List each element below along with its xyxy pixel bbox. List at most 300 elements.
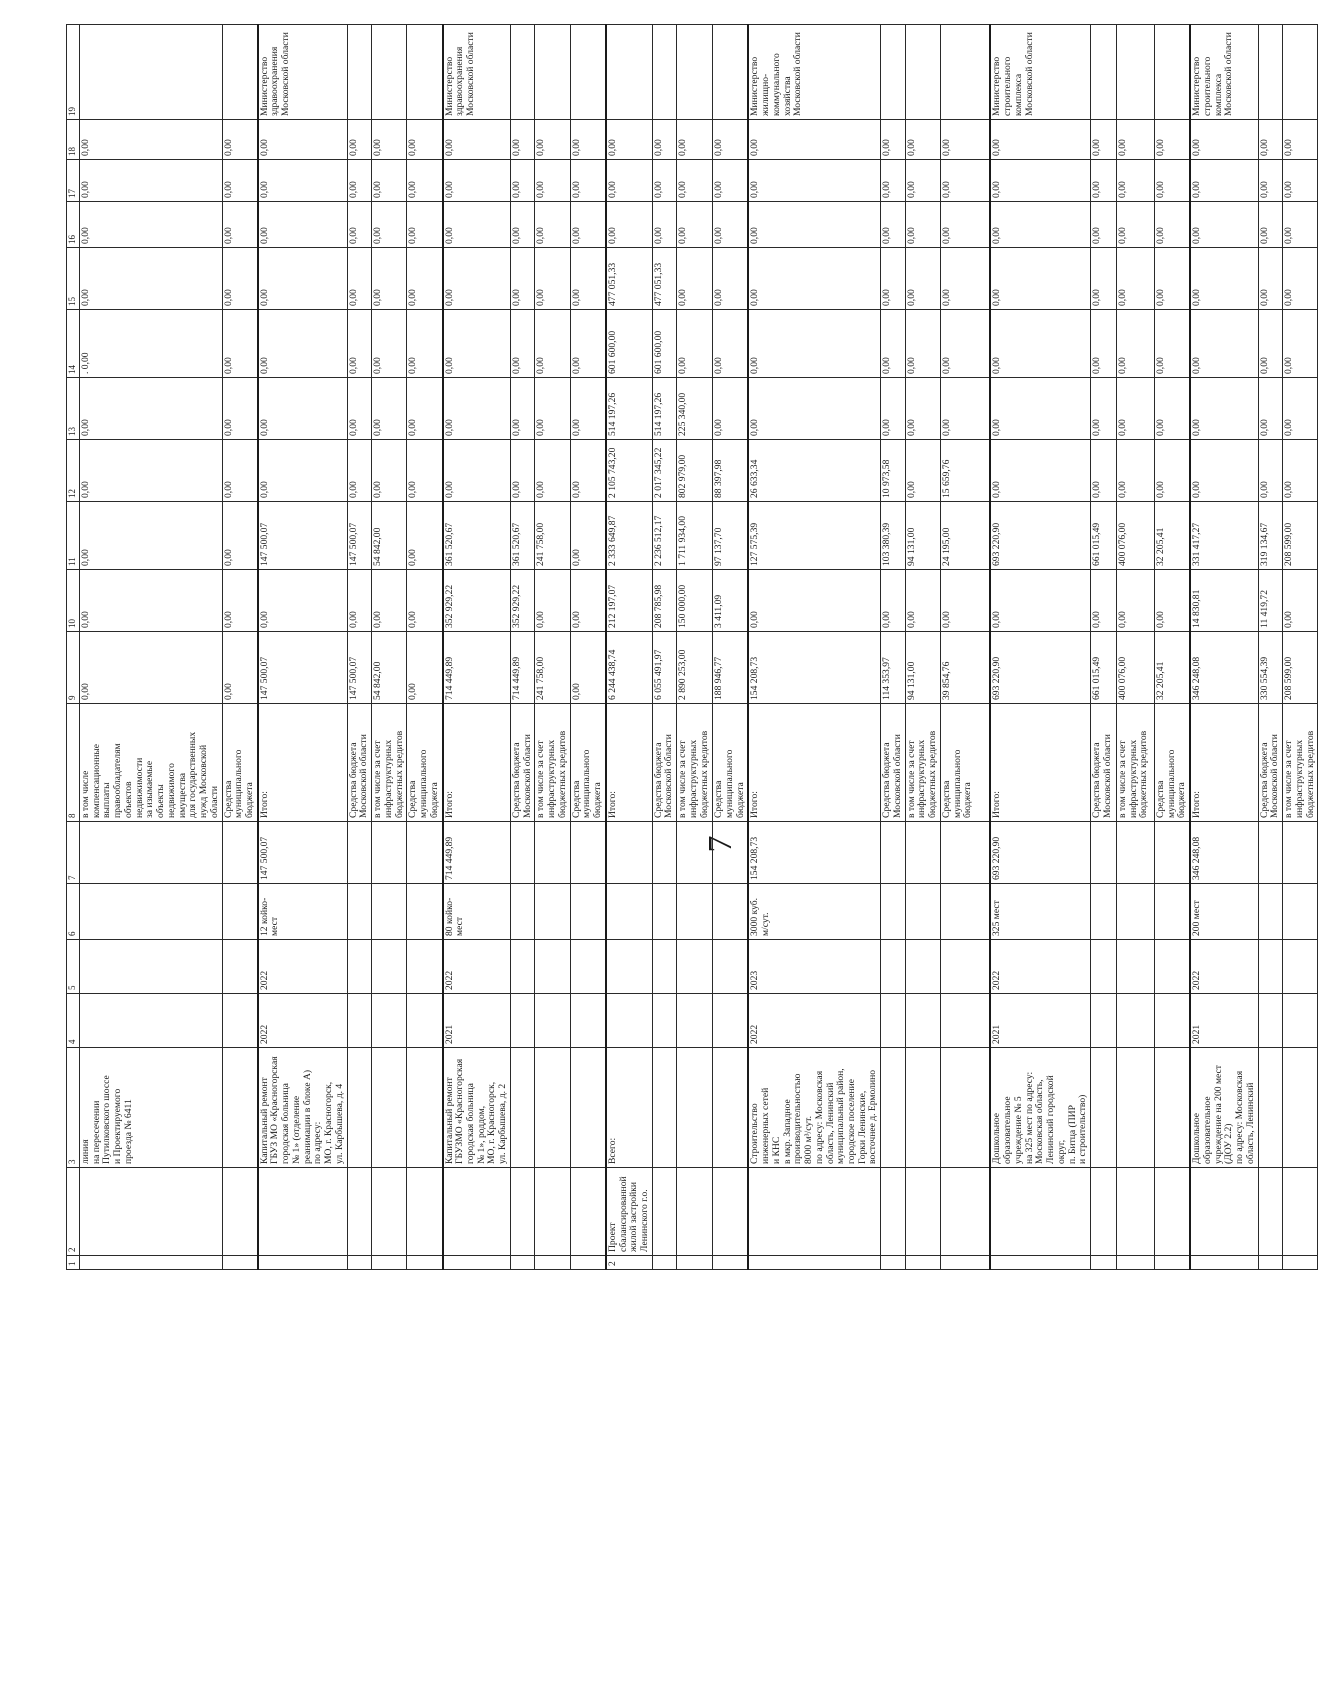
cell-col-18: 0,00 [347,120,371,160]
cell-col-16: 0,00 [570,202,606,248]
cell-col-10: 0,00 [940,570,990,632]
cell-text-line: по адресу: [311,1121,323,1164]
cell-col-2 [905,1168,940,1256]
cell-col-17: 0,00 [1116,160,1154,202]
cell-text-line: в том числе за счет [371,740,383,818]
cell-text-line: восточнее д. Ермолино [866,1069,878,1164]
cell-col-6 [510,884,534,940]
cell-col-3 [1090,1048,1116,1168]
cell-col-16: 0,00 [1258,202,1282,248]
cell-col-5 [510,940,534,994]
column-number-17: 17 [66,160,79,202]
cell-col-5 [222,940,258,994]
cell-text-line: муниципального [951,749,963,818]
cell-text-line: область, Ленинский [824,1082,836,1164]
cell-text-line: в том числе за счет [1282,740,1294,818]
table-row [510,25,534,1270]
cell-col-10: 0,00 [1116,570,1154,632]
cell-col-9: 661 015,49 [1090,632,1116,704]
cell-col-13: 0,00 [712,378,748,440]
cell-col-4 [406,994,442,1048]
cell-text-line: инфраструктурных [545,739,557,818]
cell-col-17: 0,00 [676,160,712,202]
cell-col-11: 0,00 [570,502,606,570]
cell-col-8 [1116,704,1154,822]
cell-col-4 [79,994,222,1048]
cell-col-14: 0,00 [748,310,880,378]
cell-col-2 [510,1168,534,1256]
cell-text-line: Министерство [258,56,270,116]
cell-col-3 [1154,1048,1190,1168]
cell-text-line: муниципальный район, [834,1068,846,1164]
cell-text-line: муниципального [723,749,735,818]
cell-col-11: 2 236 512,17 [652,502,676,570]
cell-text-line: жилищно- [759,73,771,116]
cell-col-14: 601 600,00 [605,310,651,378]
cell-col-8 [534,704,569,822]
cell-col-10: 0,00 [748,570,880,632]
cell-col-14: . 0,00 [79,310,222,378]
cell-col-10: 0,00 [79,570,222,632]
cell-col-15: 0,00 [79,248,222,310]
cell-text-line: ул. Карбышева, д. 4 [333,1083,345,1164]
cell-text-line: имущества [176,773,188,818]
cell-col-10: 150 000,00 [676,570,712,632]
cell-text-line: проезда № 6411 [122,1099,134,1164]
cell-col-7 [712,822,748,884]
cell-col-15: 0,00 [1190,248,1258,310]
cell-col-8 [1090,704,1116,822]
cell-col-4 [1282,994,1317,1048]
cell-col-1 [222,1256,258,1270]
cell-col-9: 714 449,89 [510,632,534,704]
cell-col-12: 0,00 [905,440,940,502]
cell-col-16: 0,00 [1190,202,1258,248]
cell-col-5 [371,940,406,994]
cell-col-15: 0,00 [1154,248,1190,310]
cell-col-8 [570,704,606,822]
cell-text-line: Путилковского шоссе [100,1075,112,1164]
cell-col-17: 0,00 [990,160,1090,202]
cell-col-3 [442,1048,510,1168]
cell-col-13: 0,00 [222,378,258,440]
cell-col-18: 0,00 [990,120,1090,160]
cell-col-1 [1190,1256,1258,1270]
cell-col-16: 0,00 [1282,202,1317,248]
cell-col-7 [1258,822,1282,884]
cell-col-10: 352 929,22 [442,570,510,632]
cell-text-line: правообладателям [111,743,123,818]
cell-col-6 [905,884,940,940]
cell-col-1 [748,1256,880,1270]
column-number-19: 19 [66,25,79,120]
cell-col-8: Итого: [442,704,510,822]
cell-col-13: 0,00 [510,378,534,440]
cell-text-line: МО, г. Красногорск, [485,1081,497,1164]
cell-col-5 [1154,940,1190,994]
cell-col-19 [1258,25,1282,120]
cell-col-15: 0,00 [1258,248,1282,310]
cell-col-13: 0,00 [1116,378,1154,440]
cell-col-15: 0,00 [371,248,406,310]
cell-col-7 [1282,822,1317,884]
cell-col-7 [1090,822,1116,884]
cell-col-10: 0,00 [1090,570,1116,632]
cell-text-line: м/сут. [759,912,771,936]
cell-col-16: 0,00 [347,202,371,248]
cell-text-line: недвижимости [133,757,145,818]
column-number-9: 9 [66,632,79,704]
cell-col-18: 0,00 [748,120,880,160]
cell-col-5 [712,940,748,994]
cell-col-9: 346 248,08 [1190,632,1258,704]
cell-col-15: 0,00 [534,248,569,310]
cell-text-line: Московской области [521,734,533,818]
cell-col-9: 400 076,00 [1116,632,1154,704]
cell-text-line: и строительство) [1076,1094,1088,1164]
cell-col-13: 0,00 [79,378,222,440]
cell-col-3 [940,1048,990,1168]
cell-col-11: 147 500,07 [347,502,371,570]
cell-col-4 [1090,994,1116,1048]
cell-col-3 [905,1048,940,1168]
cell-col-18: 0,00 [1116,120,1154,160]
cell-col-11: 0,00 [222,502,258,570]
cell-col-13: 0,00 [1190,378,1258,440]
cell-col-14: 0,00 [534,310,569,378]
cell-col-2 [1154,1168,1190,1256]
cell-col-12: 0,00 [534,440,569,502]
cell-col-3 [652,1048,676,1168]
cell-col-17: 0,00 [534,160,569,202]
cell-text-line: мест [268,916,280,936]
table-row [534,25,569,1270]
cell-text-line: Средства бюджета [652,742,664,818]
column-number-1: 1 [66,1256,79,1270]
cell-col-19 [406,25,442,120]
cell-text-line: муниципального [580,749,592,818]
cell-col-18: 0,00 [570,120,606,160]
cell-col-12: 2 017 345,22 [652,440,676,502]
cell-col-7: 154 208,73 [748,822,880,884]
cell-col-14: 0,00 [1154,310,1190,378]
cell-col-7 [1116,822,1154,884]
cell-col-10: 0,00 [1282,570,1317,632]
cell-col-11: 147 500,07 [257,502,346,570]
cell-text-line: Средства [222,780,234,818]
cell-col-5: 2022 [1190,940,1258,994]
cell-text-line: Горки Ленинские, [856,1090,868,1164]
cell-text-line: Московской области [791,32,803,116]
cell-col-1 [905,1256,940,1270]
cell-col-7 [510,822,534,884]
cell-col-6 [1258,884,1282,940]
cell-col-10: 0,00 [570,570,606,632]
cell-col-2 [1190,1168,1258,1256]
cell-col-3 [257,1048,346,1168]
cell-col-15: 477 051,33 [652,248,676,310]
cell-col-2 [990,1168,1090,1256]
cell-text-line: Московской области [891,734,903,818]
cell-col-16: 0,00 [905,202,940,248]
cell-text-line: Московской области [1023,32,1035,116]
cell-col-12: 0,00 [1282,440,1317,502]
cell-text-line: бюджетных кредитов [556,730,568,818]
table-row [257,25,346,1270]
cell-col-9: 114 353,97 [880,632,904,704]
cell-col-14: 0,00 [1090,310,1116,378]
cell-text-line: в том числе за счет [1116,740,1128,818]
cell-col-3 [880,1048,904,1168]
cell-col-18: 0,00 [534,120,569,160]
cell-col-11: 400 076,00 [1116,502,1154,570]
cell-col-6 [257,884,346,940]
cell-col-17: 0,00 [371,160,406,202]
cell-col-6 [1090,884,1116,940]
cell-col-19 [1090,25,1116,120]
cell-col-3 [534,1048,569,1168]
cell-col-5 [347,940,371,994]
cell-col-10: 14 830,81 [1190,570,1258,632]
cell-col-6 [79,884,222,940]
cell-col-10: 0,00 [347,570,371,632]
cell-text-line: № 1» (отделение [290,1095,302,1164]
cell-text-line: в мкр. Западное [781,1099,793,1164]
financing-table [66,24,1318,1270]
cell-col-8 [1154,704,1190,822]
cell-col-16: 0,00 [79,202,222,248]
cell-col-4 [940,994,990,1048]
cell-col-15: 0,00 [712,248,748,310]
cell-col-18: 0,00 [406,120,442,160]
cell-col-4: 2022 [257,994,346,1048]
cell-col-13: 0,00 [940,378,990,440]
cell-text-line: 3000 куб. [748,897,760,936]
cell-col-13: 0,00 [570,378,606,440]
cell-col-16: 0,00 [1154,202,1190,248]
cell-col-16: 0,00 [652,202,676,248]
cell-col-17: 0,00 [905,160,940,202]
cell-text-line: Московская область, [1033,1079,1045,1164]
cell-col-18: 0,00 [222,120,258,160]
column-number-6: 6 [66,884,79,940]
cell-col-5 [1090,940,1116,994]
cell-text-line: МО, г. Красногорск, [322,1081,334,1164]
cell-col-8 [406,704,442,822]
cell-col-4: 2022 [748,994,880,1048]
cell-col-14: 0,00 [712,310,748,378]
column-number-8: 8 [66,704,79,822]
cell-col-16: 0,00 [510,202,534,248]
cell-col-4: 2021 [1190,994,1258,1048]
cell-col-6: 325 мест [990,884,1090,940]
cell-text-line: городское поселение [845,1078,857,1164]
cell-text-line: (ДОУ 2.2) [1222,1123,1234,1164]
cell-col-16: 0,00 [676,202,712,248]
cell-text-line: Средства [712,780,724,818]
cell-col-9: 6 055 491,97 [652,632,676,704]
cell-text-line: выплаты [100,782,112,818]
cell-text-line: образовательное [1001,1096,1013,1164]
cell-col-19 [905,25,940,120]
cell-col-14: 0,00 [1282,310,1317,378]
cell-col-2 [1258,1168,1282,1256]
cell-col-7 [605,822,651,884]
cell-text-line: по адресу: Московская [813,1070,825,1164]
cell-text-line: объекты [154,784,166,818]
cell-col-5 [570,940,606,994]
table-row [79,25,222,1270]
cell-col-17: 0,00 [510,160,534,202]
cell-col-9: 54 842,00 [371,632,406,704]
cell-col-4 [676,994,712,1048]
cell-col-8 [1258,704,1282,822]
cell-col-10: 0,00 [371,570,406,632]
cell-col-6 [712,884,748,940]
cell-col-13: 0,00 [1090,378,1116,440]
cell-col-6 [652,884,676,940]
cell-text-line: ул. Карбышева, д. 2 [496,1083,508,1164]
page-number: 7 [702,835,739,853]
cell-col-3 [712,1048,748,1168]
cell-text-line: на 325 мест по адресу: [1023,1071,1035,1164]
cell-col-14: 0,00 [510,310,534,378]
cell-col-13: 0,00 [371,378,406,440]
cell-col-19 [712,25,748,120]
cell-col-18: 0,00 [1282,120,1317,160]
cell-col-11: 208 599,00 [1282,502,1317,570]
cell-col-16: 0,00 [940,202,990,248]
cell-col-19 [442,25,510,120]
cell-col-15: 0,00 [748,248,880,310]
cell-col-12: 0,00 [371,440,406,502]
cell-text-line: Московской области [357,734,369,818]
cell-col-11: 693 220,90 [990,502,1090,570]
cell-col-11: 2 333 649,87 [605,502,651,570]
table-row [1282,25,1317,1270]
cell-text-line: здравоохранения [453,46,465,116]
table-row [1116,25,1154,1270]
cell-text-line: Проект [606,1222,618,1252]
cell-col-15: 0,00 [676,248,712,310]
cell-col-12: 0,00 [257,440,346,502]
cell-col-9: 241 758,00 [534,632,569,704]
cell-text-line: учреждение на 200 мест [1212,1065,1224,1164]
cell-col-16: 0,00 [442,202,510,248]
cell-text-line: области [208,785,220,818]
cell-text-line: муниципального [417,749,429,818]
cell-col-19 [990,25,1090,120]
cell-text-line: Ленинский городской [1044,1075,1056,1164]
cell-col-16: 0,00 [1116,202,1154,248]
column-number-7: 7 [66,822,79,884]
cell-col-18: 0,00 [442,120,510,160]
cell-col-7 [1154,822,1190,884]
cell-col-3 [570,1048,606,1168]
cell-col-9: 208 599,00 [1282,632,1317,704]
cell-col-1 [1116,1256,1154,1270]
cell-col-12: 26 633,34 [748,440,880,502]
cell-col-11: 1 711 934,00 [676,502,712,570]
cell-col-17: 0,00 [347,160,371,202]
cell-col-9: 0,00 [222,632,258,704]
column-number-18: 18 [66,120,79,160]
cell-col-1 [712,1256,748,1270]
cell-col-17: 0,00 [1282,160,1317,202]
cell-col-13: 0,00 [1282,378,1317,440]
cell-col-19 [534,25,569,120]
cell-col-7 [940,822,990,884]
table-body [79,25,1317,1270]
cell-col-19 [79,25,222,120]
cell-text-line: образовательное [1201,1096,1213,1164]
cell-col-16: 0,00 [257,202,346,248]
cell-col-1 [510,1256,534,1270]
table-row [442,25,510,1270]
cell-col-2 [79,1168,222,1256]
table-row [880,25,904,1270]
cell-text-line: инфраструктурных [1293,739,1305,818]
cell-col-5 [79,940,222,994]
cell-col-2 [534,1168,569,1256]
cell-col-1: 2 [605,1256,651,1270]
table-row [347,25,371,1270]
cell-col-19 [1282,25,1317,120]
cell-col-12: 0,00 [570,440,606,502]
cell-col-5 [1258,940,1282,994]
cell-col-4: 2021 [990,994,1090,1048]
cell-col-4 [605,994,651,1048]
cell-text-line: инфраструктурных [382,739,394,818]
cell-col-17: 0,00 [79,160,222,202]
rotated-table-sheet [66,32,1316,1270]
cell-text-line: объектов [122,781,134,818]
cell-col-11: 331 417,27 [1190,502,1258,570]
cell-col-10: 0,00 [990,570,1090,632]
cell-col-9: 147 500,07 [257,632,346,704]
cell-text-line: комплекса [1012,73,1024,116]
cell-col-14: 0,00 [990,310,1090,378]
cell-col-4 [1258,994,1282,1048]
table-row [652,25,676,1270]
cell-col-15: 0,00 [905,248,940,310]
cell-col-1 [257,1256,346,1270]
cell-col-18: 0,00 [880,120,904,160]
cell-col-2 [940,1168,990,1256]
cell-col-18: 0,00 [257,120,346,160]
cell-text-line: по адресу: Московская [1233,1070,1245,1164]
cell-col-4 [371,994,406,1048]
cell-col-11: 0,00 [79,502,222,570]
cell-col-14: 0,00 [940,310,990,378]
cell-col-18: 0,00 [1190,120,1258,160]
table-row [748,25,880,1270]
cell-text-line: городская больница [464,1083,476,1164]
cell-text-line: и Проектируемого [111,1088,123,1164]
cell-col-1 [652,1256,676,1270]
cell-col-2 [570,1168,606,1256]
cell-col-12: 0,00 [1190,440,1258,502]
cell-col-5 [676,940,712,994]
cell-text-line: бюджета [243,782,255,818]
cell-col-12: 0,00 [1116,440,1154,502]
cell-col-2 [1090,1168,1116,1256]
cell-text-line: бюджетных кредитов [698,730,710,818]
cell-col-17: 0,00 [712,160,748,202]
cell-col-18: 0,00 [371,120,406,160]
cell-col-16: 0,00 [605,202,651,248]
table-row [222,25,258,1270]
